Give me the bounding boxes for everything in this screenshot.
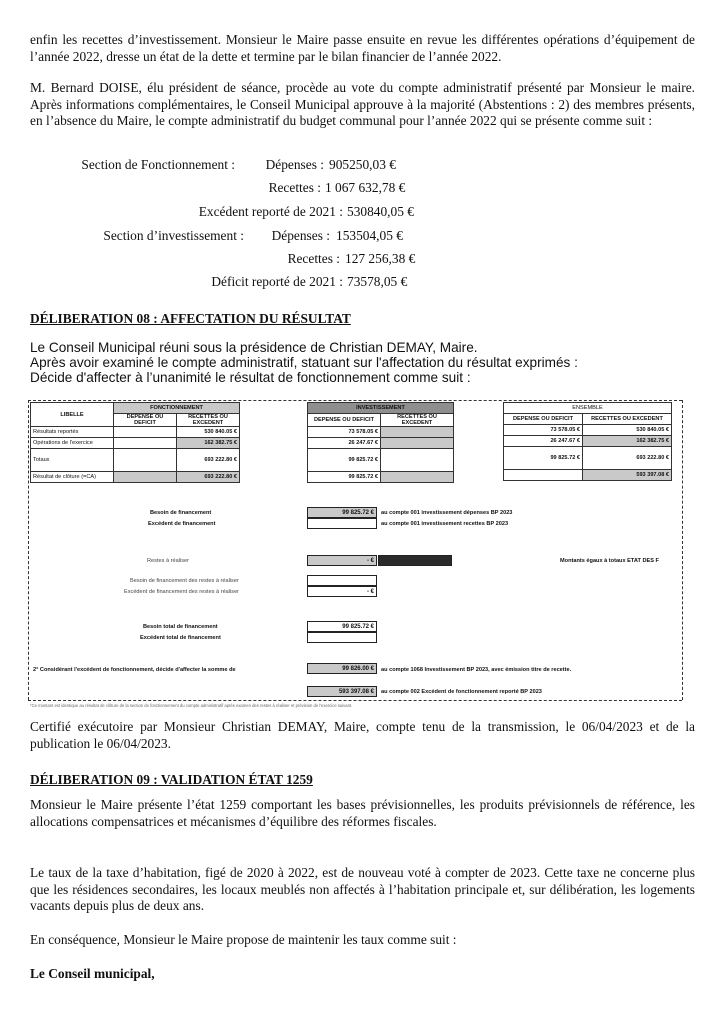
- investissement-header: INVESTISSEMENT: [308, 403, 454, 414]
- besoin-rar-value: [307, 575, 377, 586]
- excedent-rar-value: - €: [307, 586, 377, 597]
- excedent-financement-label: Excédent de financement: [148, 521, 216, 527]
- ens-dep-cell: 99 825.72 €: [504, 447, 583, 470]
- conseil-municipal-heading: Le Conseil municipal,: [30, 966, 155, 981]
- ens-rec-header: RECETTES OU EXCEDENT: [583, 414, 672, 425]
- ens-rec-cell: 162 382.75 €: [583, 436, 672, 447]
- table-row: [504, 425, 672, 436]
- certification-paragraph: Certifié exécutoire par Monsieur Christian DEMAY, Maire, compte tenu de la transmission, le 06/04/2023 et de la publication le 06/04/2023.: [30, 719, 695, 751]
- considerant-value: 99 826.00 €: [307, 663, 377, 674]
- considerant-note: au compte 1068 Investissement BP 2023, avec émission titre de recette.: [381, 667, 572, 673]
- excedent-financement-note: au compte 001 investissement recettes BP 2023: [381, 521, 509, 527]
- table-row: [504, 447, 672, 470]
- fonct-rec-cell: 693 222.80 €: [177, 449, 240, 472]
- frame-top: [28, 400, 682, 401]
- deliberation-08-line-3: Décide d'affecter à l’unanimité le résultat de fonctionnement comme suit :: [30, 370, 471, 385]
- fonct-rec-cell: 162 382.75 €: [177, 438, 240, 449]
- ens-dep-cell: 26 247.67 €: [504, 436, 583, 447]
- deliberation-08-line-1: Le Conseil Municipal réuni sous la présidence de Christian DEMAY, Maire.: [30, 340, 478, 355]
- deliberation-09-paragraph-3: En conséquence, Monsieur le Maire propose de maintenir les taux comme suit :: [30, 932, 457, 947]
- fonct-rec-cell: 693 222.80 €: [177, 472, 240, 483]
- besoin-total-value: 99 825.72 €: [307, 621, 377, 632]
- deliberation-09-paragraph-2: Le taux de la taxe d’habitation, figé de 2020 à 2022, est de nouveau voté à compter de 2023. Cette taxe ne concerne plus que les résidences secondaires, les locaux meublés non affectés à l’habitation principale et, sur délibération, les logements vacants depuis plus de deux ans.: [30, 865, 695, 913]
- deliberation-09-paragraph-1: Monsieur le Maire présente l’état 1259 comportant les bases prévisionnelles, les produits prévisionnels de référence, les allocations compensatrices et mécanismes d’équilibre des réformes fiscales.: [30, 797, 695, 829]
- fonct-depenses-label: Dépenses :: [265, 157, 324, 172]
- ens-dep-cell: [504, 470, 583, 481]
- besoin-rar-label: Besoin de financement des restes à réaliser: [130, 578, 239, 584]
- invest-dep-cell: 73 578.05 €: [308, 427, 381, 438]
- invest-dep-cell: 99 825.72 €: [308, 472, 381, 483]
- row-label: Résultat de clôture (=CA): [31, 472, 114, 483]
- excedent-reporte-label: Excédent reporté de 2021 :: [198, 204, 343, 219]
- ens-rec-cell: 593 397.08 €: [583, 470, 672, 481]
- table-row: [504, 436, 672, 447]
- table-footnote: *Ce montant est identique au résultat de clôture de la section de fonctionnement du compte administratif après examen des restes à réaliser et prévision de l'exercice suivant.: [30, 703, 353, 708]
- intro-paragraph-1: enfin les recettes d’investissement. Monsieur le Maire passe ensuite en revue les différentes opérations d’équipement de l’année 2022, dresse un état de la dette et termine par le bilan financier de l’année 2022.: [30, 32, 695, 64]
- row-label: Résultats reportés: [31, 427, 114, 438]
- invest-depenses-label: Dépenses :: [271, 228, 330, 243]
- montants-note: Montants égaux à totaux ETAT DES F: [560, 558, 659, 564]
- excedent-reporte-value: 530840,05 €: [347, 204, 414, 219]
- row-label: Totaux: [31, 449, 114, 472]
- restes-a-realiser-value: - €: [307, 555, 377, 566]
- excedent-financement-value: [307, 518, 377, 529]
- restes-dark-cell: [378, 555, 452, 566]
- table-row: [308, 472, 454, 483]
- ensemble-table: [503, 402, 672, 481]
- deliberation-08-title: DÉLIBERATION 08 : AFFECTATION DU RÉSULTAT: [30, 311, 351, 326]
- invest-dep-cell: 26 247.67 €: [308, 438, 381, 449]
- invest-rec-header: RECETTES OU EXCEDENT: [381, 414, 454, 427]
- ensemble-header: ENSEMBLE: [504, 403, 672, 414]
- fonctionnement-header: FONCTIONNEMENT: [114, 403, 240, 414]
- fonct-rec-cell: 530 840.05 €: [177, 427, 240, 438]
- excedent-total-value: [307, 632, 377, 643]
- fonctionnement-table: [30, 402, 240, 483]
- frame-bottom: [28, 700, 682, 701]
- invest-recettes-value: 127 256,38 €: [345, 251, 416, 266]
- ens-dep-header: DEPENSE OU DEFICIT: [504, 414, 583, 425]
- excedent-rar-label: Excédent de financement des restes à réaliser: [124, 589, 240, 595]
- ens-dep-cell: 73 578.05 €: [504, 425, 583, 436]
- report-value: 593 397.08 €: [307, 686, 377, 697]
- besoin-financement-note: au compte 001 investissement dépenses BP 2023: [381, 510, 513, 516]
- table-row: [31, 449, 240, 472]
- deliberation-09-title: DÉLIBERATION 09 : VALIDATION ÉTAT 1259: [30, 772, 313, 787]
- fonct-recettes-label: Recettes :: [268, 180, 321, 195]
- fonct-recettes-value: 1 067 632,78 €: [325, 180, 406, 195]
- intro-paragraph-2: M. Bernard DOISE, élu président de séance, procède au vote du compte administratif présenté par Monsieur le maire. Après informations complémentaires, le Conseil Municipal approuve à la majorité (Abstentions : 2) des membres présents, en l’absence du Maire, le compte administratif du budget communal pour l’année 2022 qui se présente comme suit :: [30, 80, 695, 128]
- deliberation-08-line-2: Après avoir examiné le compte administratif, statuant sur l'affectation du résultat exprimés :: [30, 355, 578, 370]
- deficit-reporte-value: 73578,05 €: [347, 274, 408, 289]
- besoin-financement-label: Besoin de financement: [150, 510, 212, 516]
- fonct-dep-header: DEPENSE OU DEFICIT: [114, 414, 177, 427]
- invest-dep-cell: 99 825.72 €: [308, 449, 381, 472]
- invest-dep-header: DEPENSE OU DEFICIT: [308, 414, 381, 427]
- table-row: [504, 470, 672, 481]
- report-note: au compte 002 Excédent de fonctionnement reporté BP 2023: [381, 689, 542, 695]
- investissement-table: [307, 402, 454, 483]
- table-row: [308, 427, 454, 438]
- ens-rec-cell: 693 222.80 €: [583, 447, 672, 470]
- table-row: [31, 438, 240, 449]
- frame-right: [682, 400, 683, 700]
- table-row: [308, 438, 454, 449]
- besoin-financement-value: 99 825.72 €: [307, 507, 377, 518]
- section-fonctionnement-label: Section de Fonctionnement :: [81, 157, 235, 172]
- restes-a-realiser-label: Restes à réaliser: [147, 558, 189, 564]
- libelle-header: LIBELLE: [31, 403, 114, 427]
- considerant-label: 2° Considérant l'excédent de fonctionnement, décide d'affecter la somme de: [33, 667, 236, 673]
- frame-left: [28, 400, 29, 700]
- section-investissement-label: Section d’investissement :: [103, 228, 244, 243]
- excedent-total-label: Excédent total de financement: [140, 635, 221, 641]
- ens-rec-cell: 530 840.05 €: [583, 425, 672, 436]
- table-row: [31, 427, 240, 438]
- fonct-depenses-value: 905250,03 €: [329, 157, 396, 172]
- besoin-total-label: Besoin total de financement: [143, 624, 218, 630]
- deficit-reporte-label: Déficit reporté de 2021 :: [211, 274, 343, 289]
- invest-recettes-label: Recettes :: [287, 251, 340, 266]
- row-label: Opérations de l'exercice: [31, 438, 114, 449]
- fonct-rec-header: RECETTES OU EXCEDENT: [177, 414, 240, 427]
- invest-depenses-value: 153504,05 €: [336, 228, 403, 243]
- table-row: [31, 472, 240, 483]
- table-row: [308, 449, 454, 472]
